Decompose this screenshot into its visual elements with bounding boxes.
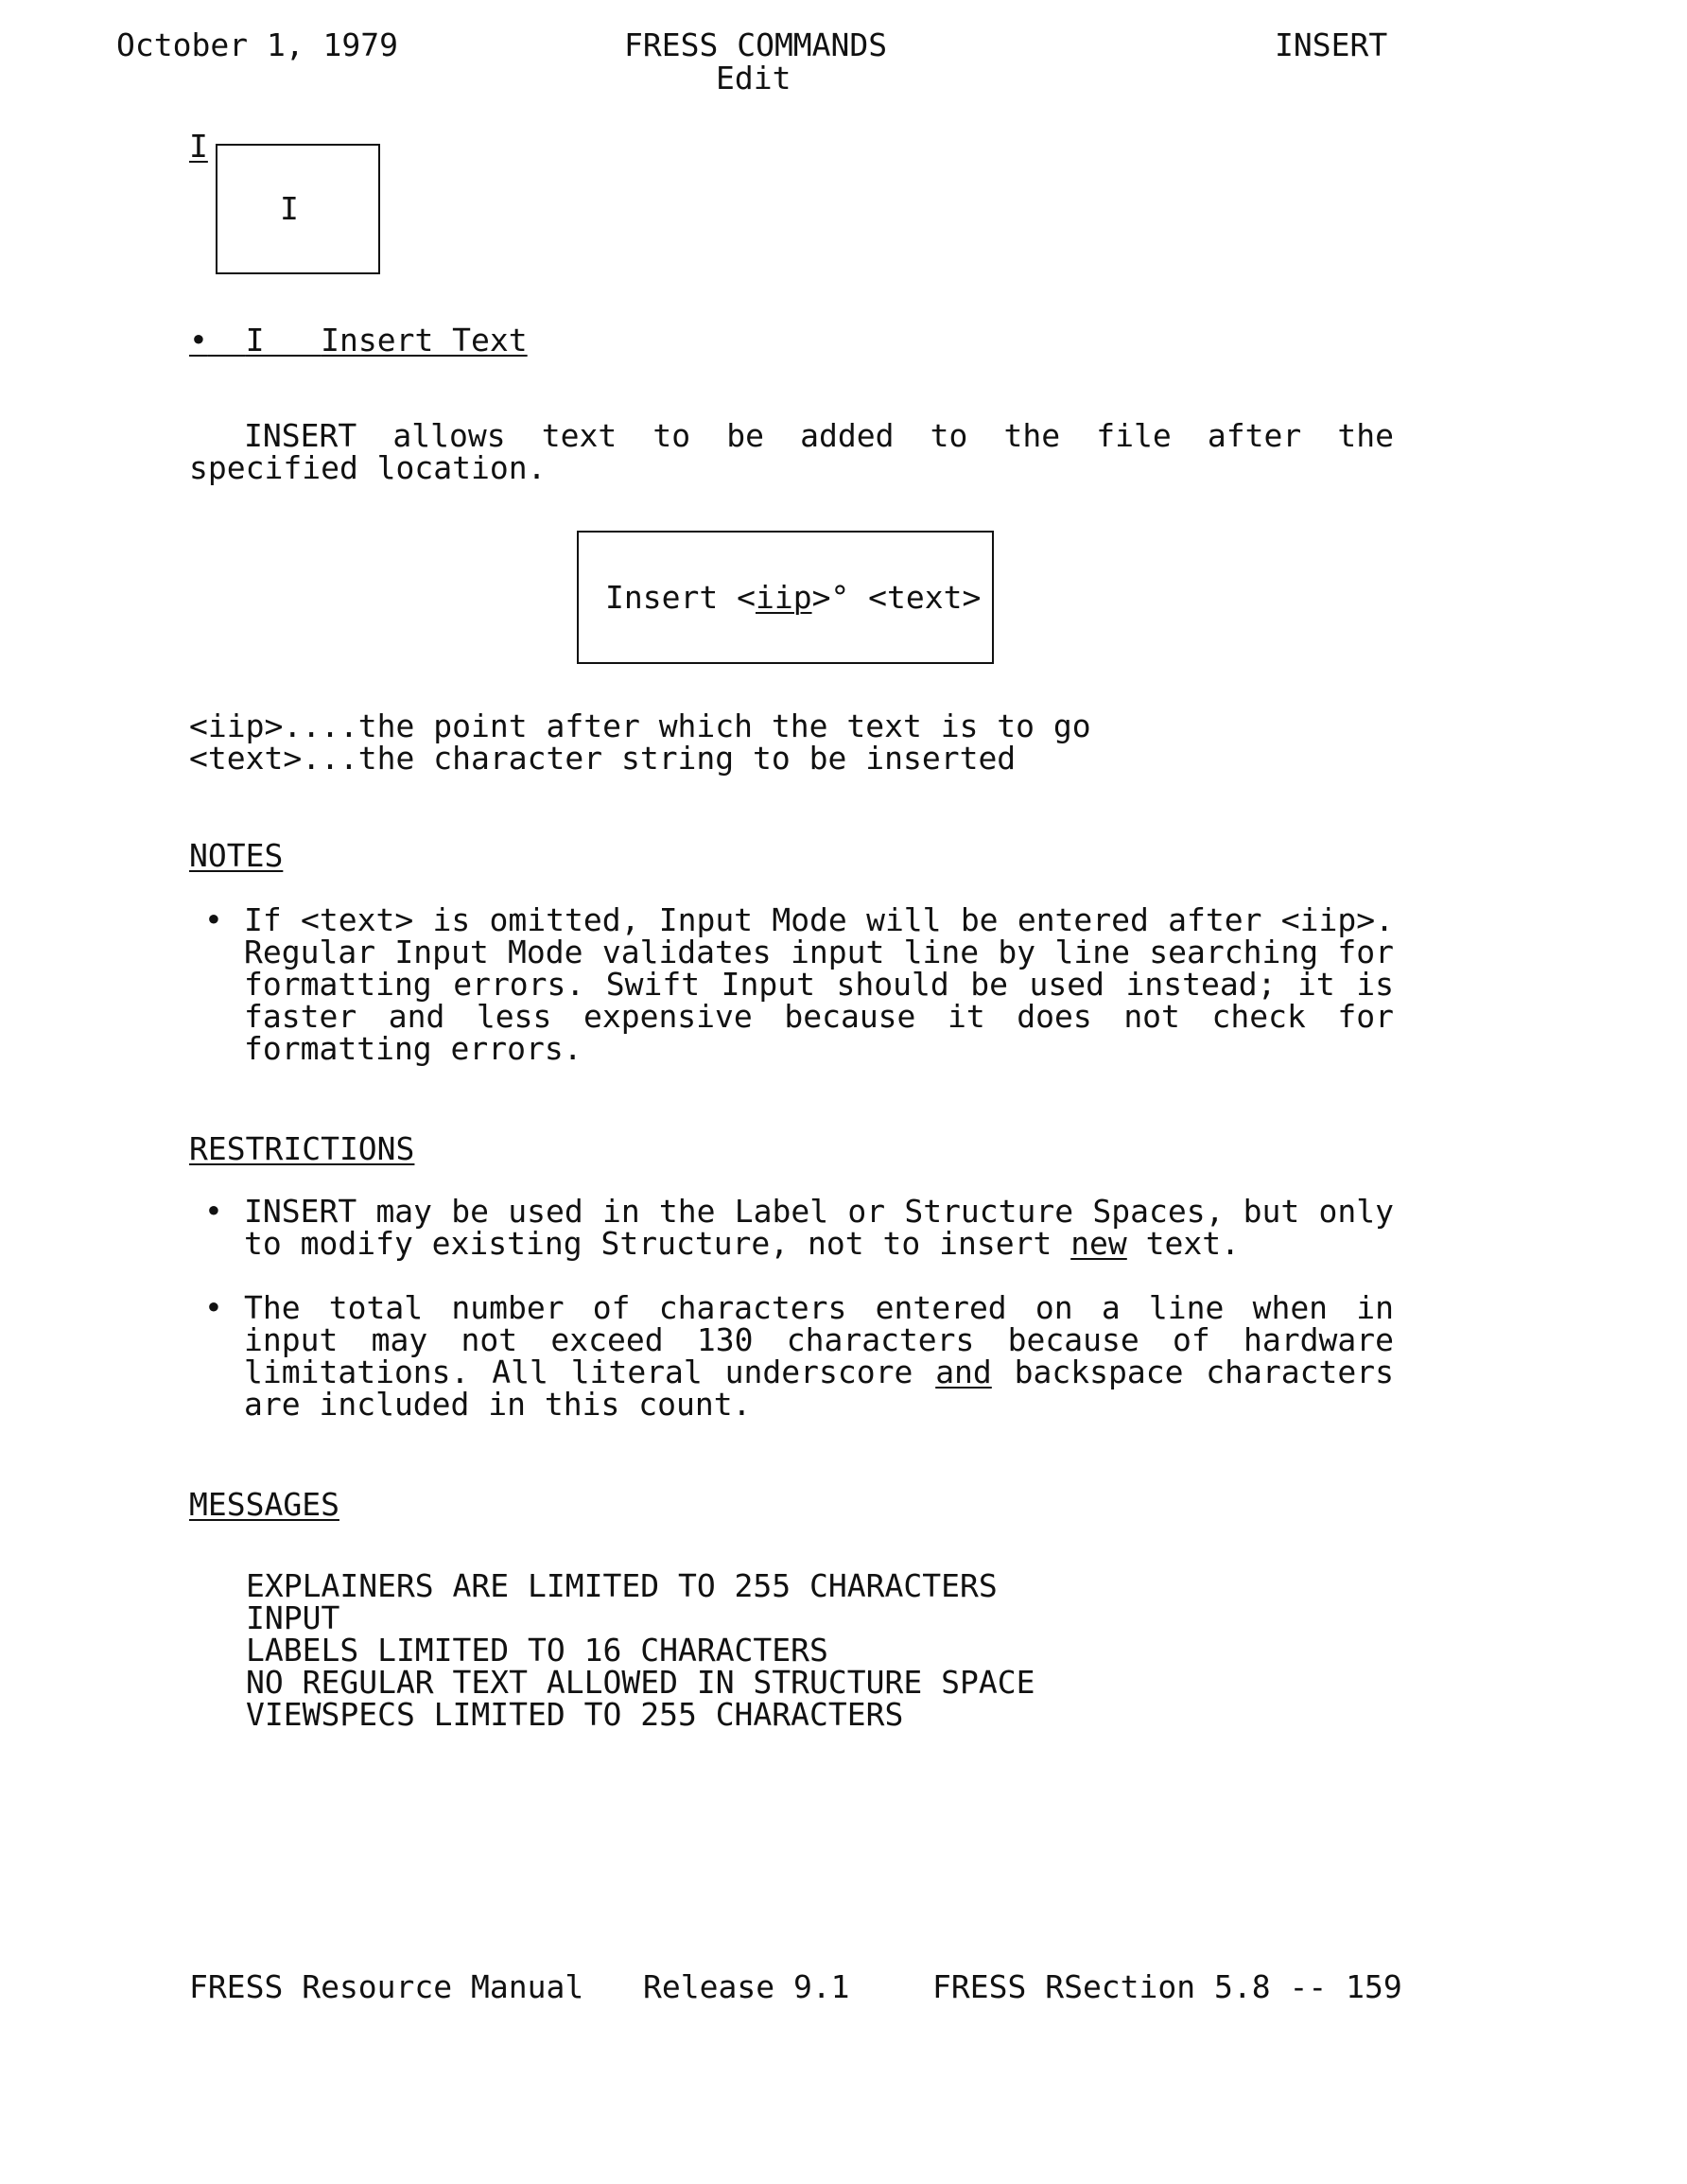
restriction-1-emph: new xyxy=(1070,1225,1127,1262)
restriction-2-emph: and xyxy=(935,1354,992,1390)
footer-release: Release 9.1 xyxy=(643,1968,850,2005)
command-key-box xyxy=(216,144,380,274)
entry-label: Insert Text xyxy=(321,322,528,358)
messages-heading: MESSAGES xyxy=(189,1486,339,1523)
syntax-iip: iip xyxy=(755,579,812,616)
message-item: EXPLAINERS ARE LIMITED TO 255 CHARACTERS xyxy=(246,1567,998,1604)
command-key: I xyxy=(280,190,299,227)
header-title: FRESS COMMANDS xyxy=(624,26,888,63)
entry-heading xyxy=(189,324,528,357)
entry-key: I xyxy=(245,322,265,358)
command-corner-label: I xyxy=(189,128,208,165)
param-text: <text>...the character string to be inserted xyxy=(189,740,1017,777)
restriction-item-1 xyxy=(191,1193,1394,1262)
header-section: INSERT xyxy=(1275,26,1388,63)
restrictions-list xyxy=(191,1193,1394,1423)
notes-heading: NOTES xyxy=(189,837,284,874)
intro-paragraph: INSERT allows text to be added to the file after the specified location. xyxy=(189,417,1394,486)
restriction-1-tail: text. xyxy=(1126,1225,1241,1262)
messages-list xyxy=(246,1567,1035,1733)
message-item: LABELS LIMITED TO 16 CHARACTERS xyxy=(246,1632,828,1669)
notes-item: • If <text> is omitted, Input Mode will be entered after <iip>. Regular Input Mode validates input line by line searching for formatting errors. Swift Input should be used instead; it is faster and less expensive because it does not check for formatting errors. xyxy=(191,904,1394,1065)
header-date: October 1, 1979 xyxy=(116,26,399,63)
param-iip: <iip>....the point after which the text is to go xyxy=(189,708,1091,744)
restriction-2-text: The total number of characters entered on a line when in input may not exceed 130 characters because of hardware limitations. All literal underscore xyxy=(244,1289,1394,1390)
syntax-text xyxy=(605,579,982,616)
footer-page: FRESS RSection 5.8 -- 159 xyxy=(932,1968,1402,2005)
notes-list xyxy=(191,901,1394,1067)
syntax-prefix: Insert < xyxy=(605,579,756,616)
restriction-item-2 xyxy=(191,1289,1394,1423)
restrictions-heading: RESTRICTIONS xyxy=(189,1130,415,1167)
syntax-box xyxy=(577,531,994,664)
footer-manual: FRESS Resource Manual xyxy=(189,1968,584,2005)
restriction-1-text: INSERT may be used in the Label or Structure Spaces, but only to modify existing Structure, not to insert xyxy=(244,1193,1394,1262)
restriction-2-tail: backspace characters are included in this count. xyxy=(244,1354,1394,1423)
entry-bullet: • xyxy=(189,322,208,358)
syntax-suffix: >° <text> xyxy=(811,579,982,616)
message-item: INPUT xyxy=(246,1599,340,1636)
message-item: NO REGULAR TEXT ALLOWED IN STRUCTURE SPACE xyxy=(246,1664,1035,1701)
header-subtitle: Edit xyxy=(716,60,791,96)
message-item: VIEWSPECS LIMITED TO 255 CHARACTERS xyxy=(246,1696,904,1733)
